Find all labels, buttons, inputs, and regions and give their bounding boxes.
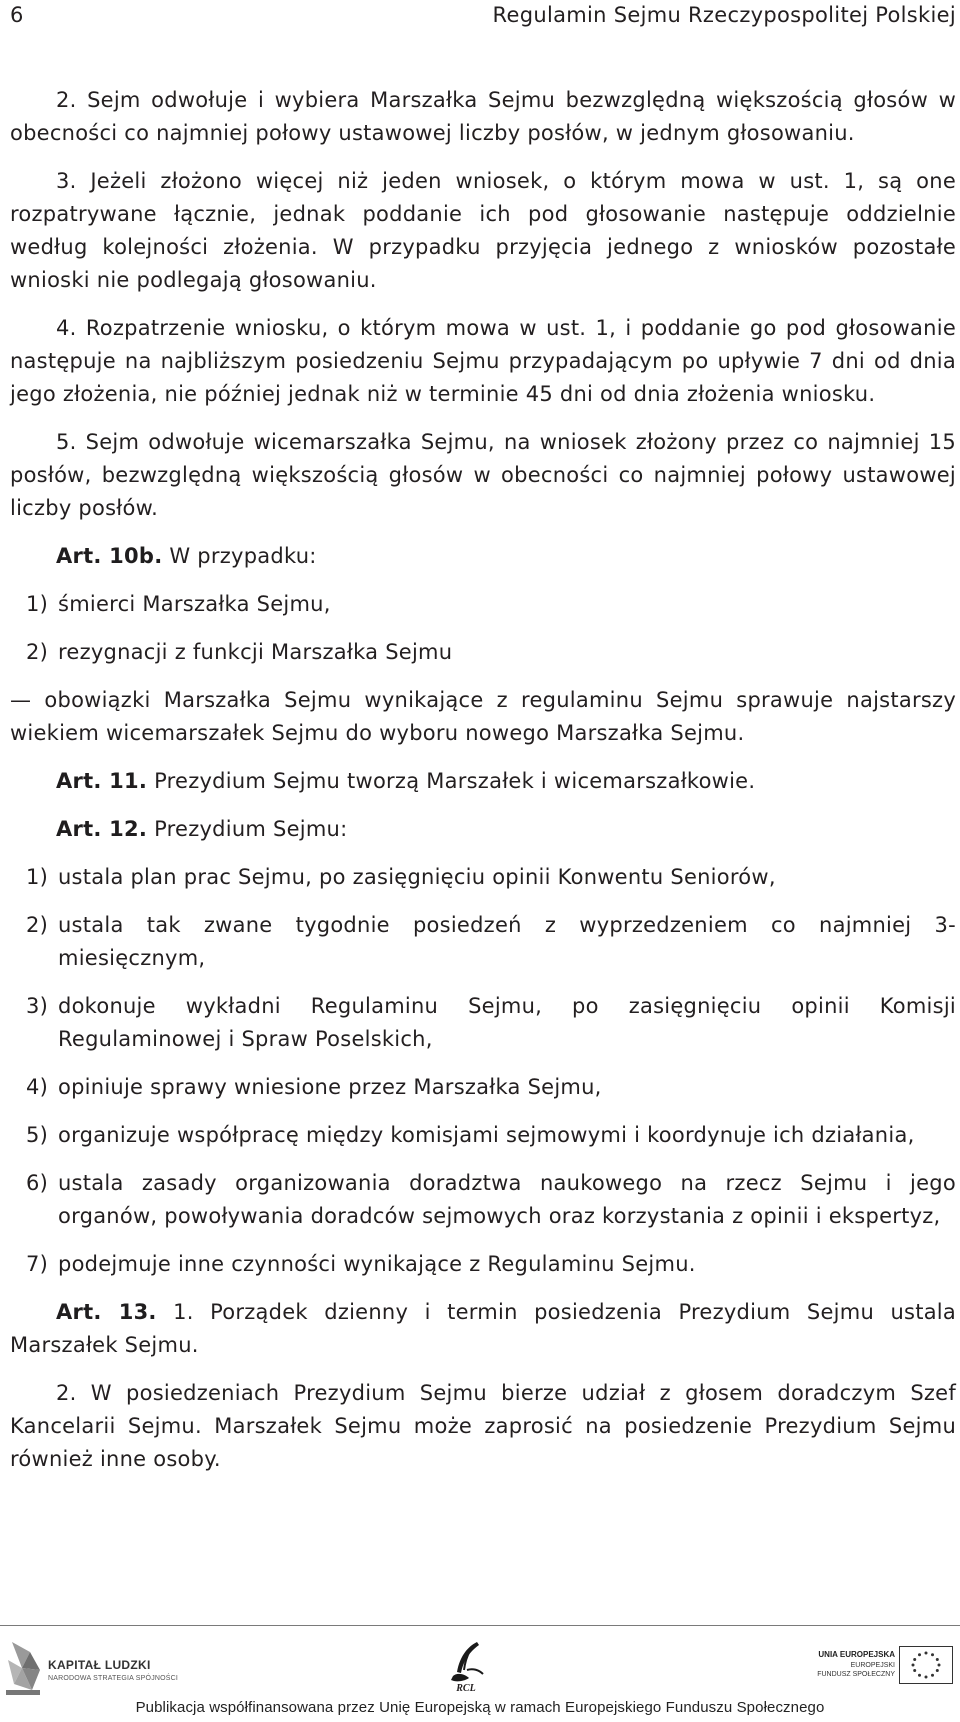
article-label: Art. 11. <box>56 769 148 793</box>
kapital-ludzki-emblem-icon <box>4 1640 44 1696</box>
list-item-text: ustala plan prac Sejmu, po zasięgnięciu opinii Konwentu Seniorów, <box>58 865 776 889</box>
list-item <box>10 636 956 669</box>
article-label: Art. 13. <box>56 1300 157 1324</box>
eu-flag-icon <box>899 1646 953 1684</box>
list-item <box>10 1119 956 1152</box>
list-item-number: 4) <box>26 1075 49 1099</box>
list-item-number: 1) <box>26 865 49 889</box>
list-item-number: 3) <box>26 994 49 1018</box>
list-item <box>10 990 956 1056</box>
paragraph-art10a-5: 5. Sejm odwołuje wicemarszałka Sejmu, na wniosek złożony przez co najmniej 15 posłów, bezwzględną większością głosów w obecności co najmniej połowy ustawowej liczby posłów. <box>10 430 956 520</box>
quill-pen-icon <box>443 1640 489 1684</box>
kapital-ludzki-title: KAPITAŁ LUDZKI <box>48 1658 151 1672</box>
page-number: 6 <box>10 3 24 27</box>
list-item <box>10 909 956 975</box>
rcl-logo <box>441 1640 491 1698</box>
article-13-paragraph-2: 2. W posiedzeniach Prezydium Sejmu bierze udział z głosem doradczym Szef Kancelarii Sejmu. Marszałek Sejmu może zaprosić na posiedzenie Prezydium Sejmu również inne osoby. <box>10 1381 956 1471</box>
list-item <box>10 1071 956 1104</box>
list-item <box>10 861 956 894</box>
kapital-ludzki-subtitle: NARODOWA STRATEGIA SPÓJNOŚCI <box>48 1675 179 1682</box>
article-10b-closing: — obowiązki Marszałka Sejmu wynikające z regulaminu Sejmu sprawuje najstarszy wiekiem wicemarszałek Sejmu do wyboru nowego Marszałka Sejmu. <box>10 688 956 745</box>
paragraph-art10a-2: 2. Sejm odwołuje i wybiera Marszałka Sejmu bezwzględną większością głosów w obecności co najmniej połowy ustawowej liczby posłów, w jednym głosowaniu. <box>10 88 956 145</box>
list-item-text: opiniuje sprawy wniesione przez Marszałka Sejmu, <box>58 1075 602 1099</box>
list-item-number: 2) <box>26 640 49 664</box>
list-item <box>10 1167 956 1233</box>
list-item-number: 1) <box>26 592 49 616</box>
eu-logo-line-1: UNIA EUROPEJSKA <box>818 1650 895 1659</box>
article-text: W przypadku: <box>162 544 317 568</box>
document-body <box>10 84 956 1491</box>
eu-logo-line-2: EUROPEJSKI <box>850 1662 895 1669</box>
article-label: Art. 12. <box>56 817 148 841</box>
list-item-text: organizuje współpracę między komisjami sejmowymi i koordynuje ich działania, <box>58 1123 915 1147</box>
kapital-ludzki-logo <box>4 1640 179 1696</box>
list-item-number: 5) <box>26 1123 49 1147</box>
article-11 <box>10 765 956 798</box>
list-item-number: 7) <box>26 1252 49 1276</box>
article-text: Prezydium Sejmu: <box>147 817 348 841</box>
list-item-text: ustala tak zwane tygodnie posiedzeń z wyprzedzeniem co najmniej 3-miesięcznym, <box>58 913 956 970</box>
list-item <box>10 1248 956 1281</box>
article-12-intro <box>10 813 956 846</box>
list-item-text: podejmuje inne czynności wynikające z Regulaminu Sejmu. <box>58 1252 696 1276</box>
eu-logo-line-3: FUNDUSZ SPOŁECZNY <box>817 1671 895 1678</box>
list-item-text: śmierci Marszałka Sejmu, <box>58 592 331 616</box>
list-item-text: dokonuje wykładni Regulaminu Sejmu, po zasięgnięciu opinii Komisji Regulaminowej i Spraw Poselskich, <box>58 994 956 1051</box>
paragraph-art10a-3: 3. Jeżeli złożono więcej niż jeden wniosek, o którym mowa w ust. 1, są one rozpatrywane łącznie, jednak poddanie ich pod głosowanie następuje oddzielnie według kolejności złożenia. W przypadku przyjęcia jednego z wniosków pozostałe wnioski nie podlegają głosowaniu. <box>10 169 956 292</box>
running-title: Regulamin Sejmu Rzeczypospolitej Polskiej <box>492 3 956 27</box>
eu-logo <box>803 1646 953 1696</box>
paragraph-art10a-4: 4. Rozpatrzenie wniosku, o którym mowa w ust. 1, i poddanie go pod głosowanie następuje na najbliższym posiedzeniu Sejmu przypadającym po upływie 7 dni od dnia jego złożenia, nie później jednak niż w terminie 45 dni od dnia złożenia wniosku. <box>10 316 956 406</box>
list-item-text: rezygnacji z funkcji Marszałka Sejmu <box>58 640 453 664</box>
list-item-number: 6) <box>26 1171 49 1195</box>
article-13-paragraph-1 <box>10 1296 956 1362</box>
article-text: Prezydium Sejmu tworzą Marszałek i wicemarszałkowie. <box>147 769 756 793</box>
page-header <box>10 0 956 40</box>
article-label: Art. 10b. <box>56 544 163 568</box>
list-item <box>10 588 956 621</box>
cofinancing-note: Publikacja współfinansowana przez Unię Europejską w ramach Europejskiego Funduszu Społecznego <box>135 1699 825 1716</box>
page-footer <box>0 1625 960 1722</box>
article-text: 1. Porządek dzienny i termin posiedzenia Prezydium Sejmu ustala Marszałek Sejmu. <box>10 1300 957 1357</box>
article-10b-intro <box>10 540 956 573</box>
rcl-label: RCL <box>456 1683 476 1694</box>
list-item-number: 2) <box>26 913 49 937</box>
list-item-text: ustala zasady organizowania doradztwa naukowego na rzecz Sejmu i jego organów, powoływania doradców sejmowych oraz korzystania z opinii i ekspertyz, <box>58 1171 956 1228</box>
